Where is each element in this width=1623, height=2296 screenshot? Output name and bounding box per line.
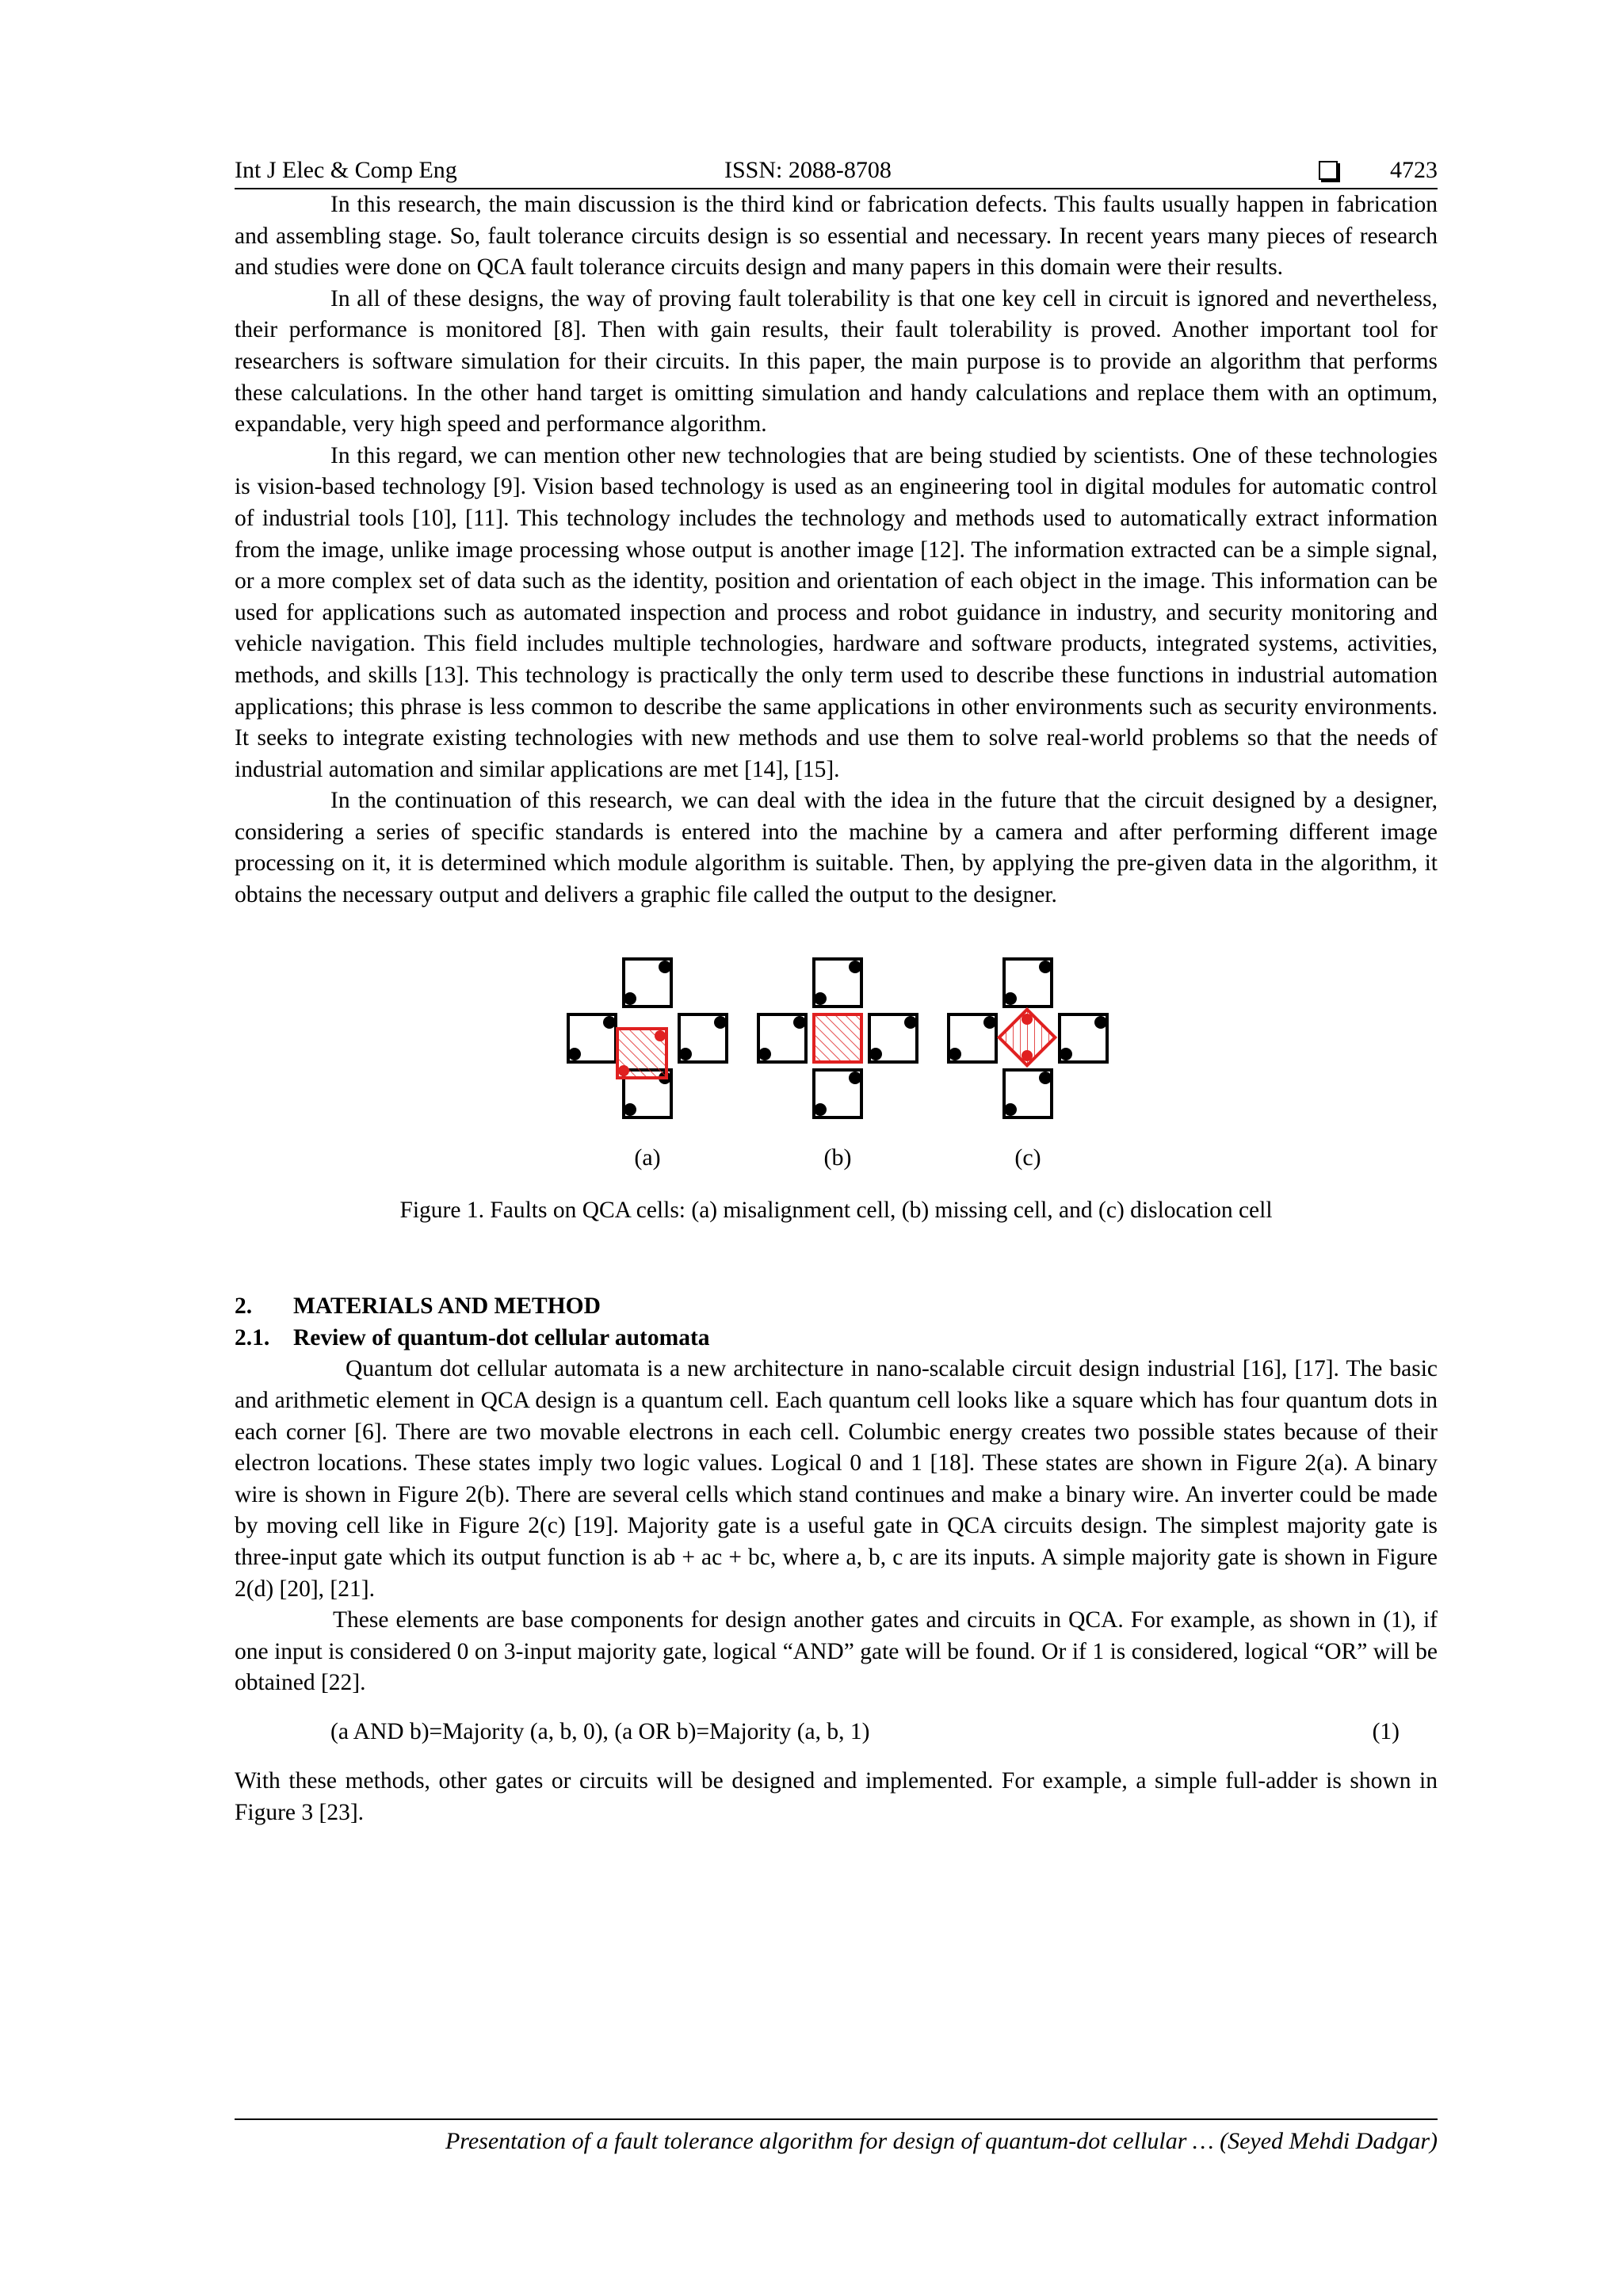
running-header [235, 155, 1438, 189]
paragraph: Quantum dot cellular automata is a new architecture in nano-scalable circuit design industrial [16], [17]. The basic and arithmetic element in QCA design is a quantum cell. Each quantum cell looks like a square which has four quantum dots in each corner [6]. There are two movable electrons in each cell. Columbic energy creates two possible states because of their electron locations. These states imply two logic values. Logical 0 and 1 [18]. These states are shown in Figure 2(a). A binary wire is shown in Figure 2(b). There are several cells which stand continues and make a binary wire. An inverter could be made by moving cell like in Figure 2(c) [19]. Majority gate is a useful gate in QCA circuits design. The simplest majority gate is three-input gate which its output function is ab + ac + bc, where a, b, c are its inputs. A simple majority gate is shown in Figure 2(d) [20], [21]. [235, 1356, 1438, 1602]
electron-dot [758, 1048, 771, 1060]
journal-name: Int J Elec & Comp Eng [235, 157, 457, 183]
electron-dot [814, 992, 827, 1005]
subsection-heading [235, 1323, 1438, 1354]
page-content [235, 155, 1438, 1828]
figure-label-c: (c) [1014, 1144, 1041, 1171]
electron-dot [655, 1030, 666, 1041]
section-number: 2. [235, 1293, 253, 1320]
electron-dot [983, 1016, 996, 1029]
electron-dot [814, 1103, 827, 1116]
issn: ISSN: 2088-8708 [724, 157, 892, 183]
electron-dot [1060, 1048, 1072, 1060]
section-heading [235, 1291, 1438, 1323]
electron-dot [603, 1016, 616, 1029]
faulty-cell-missing [814, 1014, 861, 1062]
electron-dot [679, 1048, 692, 1060]
subsection-number: 2.1. [235, 1324, 270, 1350]
electron-dot [1094, 1016, 1107, 1029]
electron-dot [568, 1048, 581, 1060]
electron-dot [1004, 992, 1017, 1005]
figure-label-b: (b) [823, 1144, 852, 1171]
electron-dot [1022, 1050, 1033, 1061]
paragraph: In this regard, we can mention other new technologies that are being studied by scientists. One of these technologies is vision-based technology [9]. Vision based technology is used as an engineering tool in digital modules for automatic control of industrial tools [10], [11]. This technology includes the technology and methods used to automatically extract information from the image, unlike image processing whose output is another image [12]. The information extracted can be a simple signal, or a more complex set of data such as the identity, position and orientation of each object in the image. This information can be used for applications such as automated inspection and process and robot guidance in industry, and security monitoring and vehicle navigation. This field includes multiple technologies, hardware and software products, integrated systems, activities, methods, and skills [13]. This technology is practically the only term used to describe these functions in industrial automation applications; this phrase is less common to describe the same applications in other environments such as security environments. It seeks to integrate existing technologies with new methods and use them to solve real-world problems so that the needs of industrial automation and similar applications are met [14], [15]. [235, 442, 1438, 782]
paragraph: These elements are base components for design another gates and circuits in QCA. For example, as shown in (1), if one input is considered 0 on 3-input majority gate, logical “AND” gate will be found. Or if 1 is considered, logical “OR” will be obtained [22]. [235, 1607, 1438, 1696]
paragraph: In this research, the main discussion is the third kind or fabrication defects. This faults usually happen in fabrication and assembling stage. So, fault tolerance circuits design is so essential and necessary. In recent years many pieces of research and studies were done on QCA fault tolerance circuits design and many papers in this domain were their results. [235, 192, 1438, 281]
figure-caption: Figure 1. Faults on QCA cells: (a) misalignment cell, (b) missing cell, and (c) dislocation cell [399, 1197, 1273, 1223]
page-number: 4723 [1390, 157, 1438, 183]
cross-c [949, 959, 1107, 1117]
paragraph: In all of these designs, the way of proving fault tolerability is that one key cell in circuit is ignored and nevertheless, their performance is monitored [8]. Then with gain results, their fault tolerability is proved. Another important tool for researchers is software simulation for their circuits. In this paper, the main purpose is to provide an algorithm that performs these calculations. In the other hand target is omitting simulation and handy calculations and replace them with an optimum, expandable, very high speed and performance algorithm. [235, 285, 1438, 437]
running-footer: Presentation of a fault tolerance algorithm for design of quantum-dot cellular … (Seyed Mehdi Dadgar) [235, 2118, 1438, 2155]
qca-fault-diagram [535, 957, 1137, 1171]
cross-a [568, 959, 727, 1117]
checkbox-square-icon [1319, 161, 1338, 180]
electron-dot [1039, 961, 1052, 973]
electron-dot [618, 1065, 629, 1076]
electron-dot [1004, 1103, 1017, 1116]
electron-dot [1039, 1072, 1052, 1084]
paragraph: In the continuation of this research, we can deal with the idea in the future that the circuit designed by a designer, considering a series of specific standards is entered into the machine by a camera and after performing different image processing on it, it is determined which module algorithm is suitable. Then, by applying the pre-given data in the algorithm, it obtains the necessary output and delivers a graphic file called the output to the designer. [235, 788, 1438, 908]
electron-dot [624, 992, 636, 1005]
electron-dot [949, 1048, 961, 1060]
section-title: MATERIALS AND METHOD [293, 1293, 601, 1320]
figure-label-a: (a) [634, 1144, 661, 1171]
electron-dot [793, 1016, 806, 1029]
equation-number: (1) [1372, 1718, 1400, 1744]
subsection-title: Review of quantum-dot cellular automata [293, 1324, 710, 1350]
electron-dot [1022, 1014, 1033, 1025]
electron-dot [869, 1048, 882, 1060]
electron-dot [624, 1103, 636, 1116]
electron-dot [849, 961, 861, 973]
paragraph: With these methods, other gates or circuits will be designed and implemented. For example, a simple full-adder is shown in Figure 3 [23]. [235, 1767, 1438, 1825]
figure-1 [235, 957, 1438, 1227]
electron-dot [659, 961, 671, 973]
electron-dot [904, 1016, 917, 1029]
equation-1 [235, 1717, 1438, 1748]
electron-dot [849, 1072, 861, 1084]
electron-dot [714, 1016, 727, 1029]
cross-b [758, 959, 917, 1117]
equation-text: (a AND b)=Majority (a, b, 0), (a OR b)=Majority (a, b, 1) [330, 1718, 870, 1744]
